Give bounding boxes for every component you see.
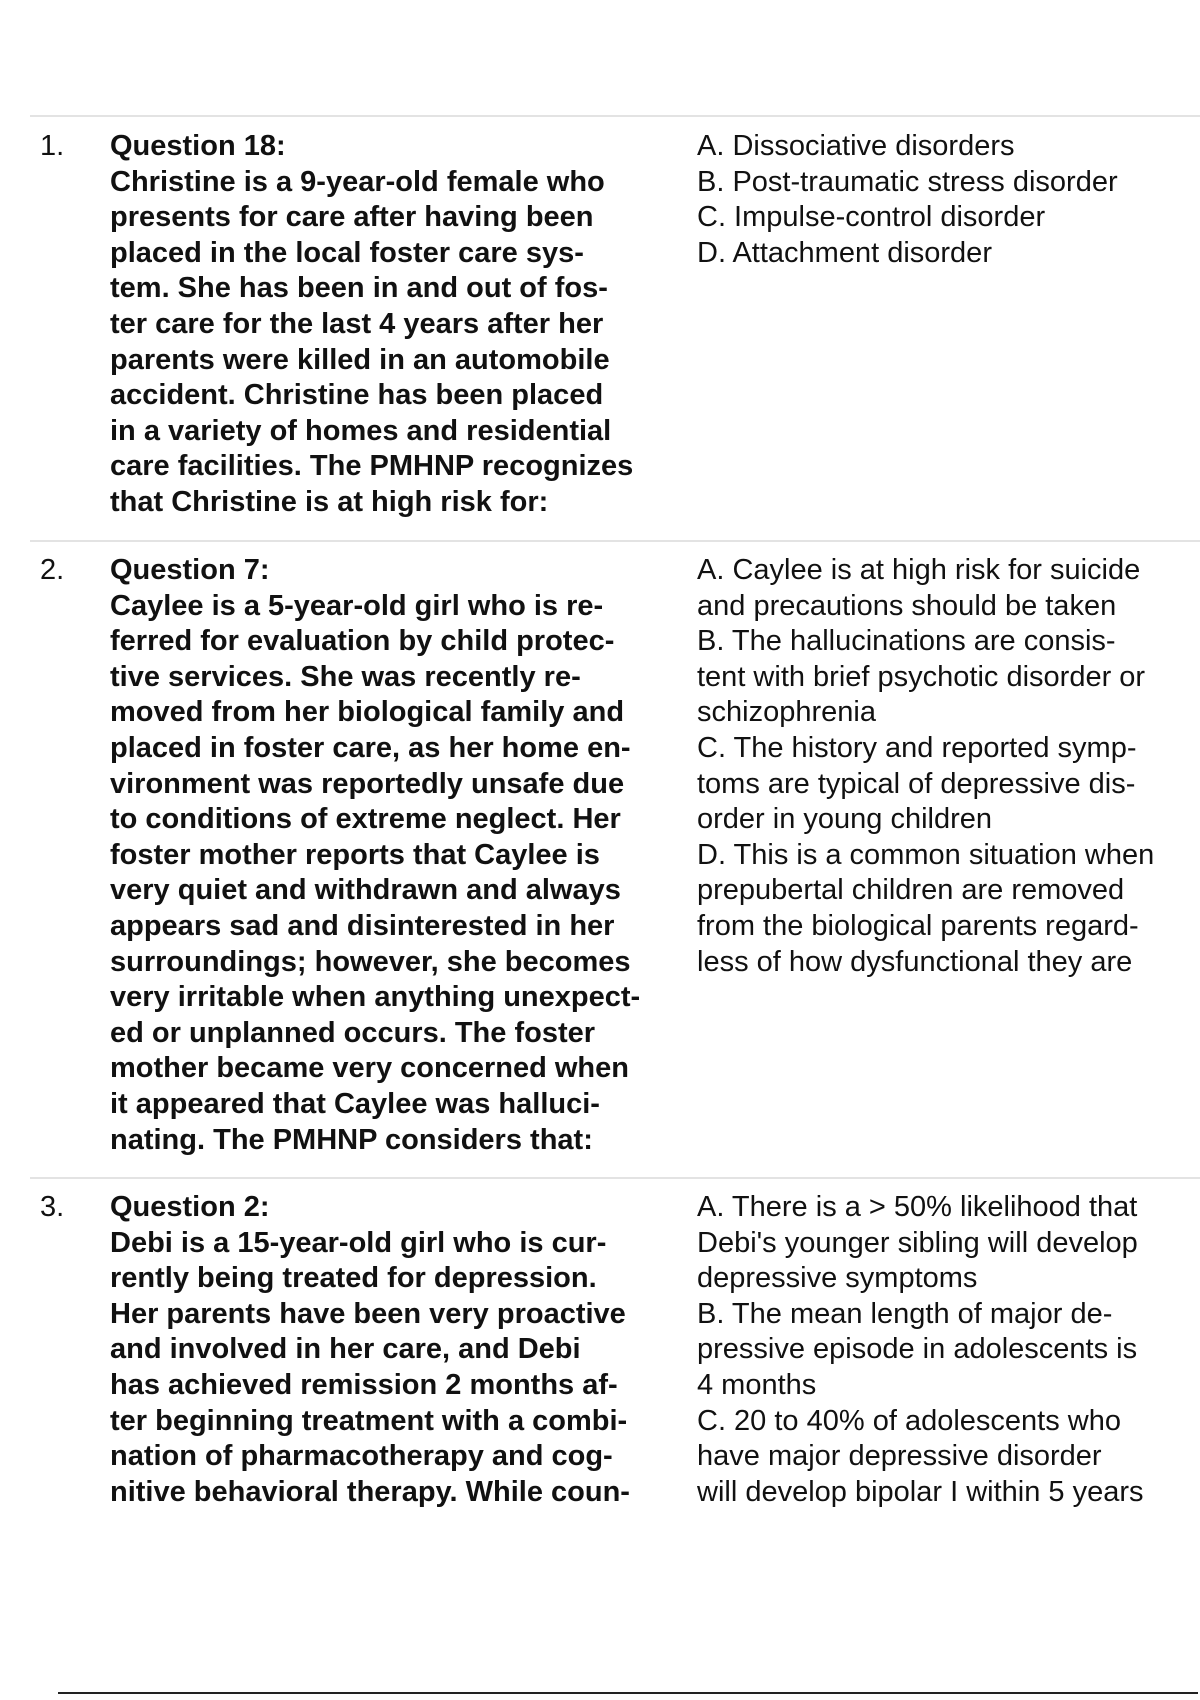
question-title: Question 18:: [110, 130, 286, 162]
stem-line: presents for care after having been: [110, 201, 594, 234]
answer-options: [697, 553, 1197, 980]
answer-line: A. Caylee is at high risk for suicide: [697, 554, 1141, 586]
stem-line: moved from her biological family and: [110, 696, 625, 729]
answer-line: C. 20 to 40% of adolescents who: [697, 1404, 1121, 1437]
stem-line: very irritable when anything unexpect-: [110, 981, 641, 1014]
stem-line: Caylee is a 5-year-old girl who is re-: [110, 589, 604, 622]
stem-line: tem. She has been in and out of fos-: [110, 272, 608, 305]
stem-line: rently being treated for depression.: [110, 1262, 597, 1295]
answer-line: B. The mean length of major de-: [697, 1297, 1113, 1330]
answer-line: prepubertal children are removed: [697, 874, 1125, 907]
stem-line: Christine is a 9-year-old female who: [110, 165, 605, 198]
answer-line: 4 months: [697, 1368, 817, 1401]
answer-line: depressive symptoms: [697, 1262, 978, 1295]
stem-line: surroundings; however, she becomes: [110, 945, 631, 978]
answer-line: B. The hallucinations are consis-: [697, 625, 1116, 658]
answer-line: pressive episode in adolescents is: [697, 1333, 1138, 1366]
footer-rule: [58, 1692, 1198, 1694]
stem-line: to conditions of extreme neglect. Her: [110, 803, 621, 836]
answer-line: C. The history and reported symp-: [697, 731, 1137, 764]
question-number: 1.: [40, 130, 65, 162]
stem-line: that Christine is at high risk for:: [110, 485, 549, 518]
answer-line: will develop bipolar I within 5 years: [697, 1475, 1144, 1508]
stem-line: nitive behavioral therapy. While coun-: [110, 1475, 630, 1508]
answer-line: A. There is a > 50% likelihood that: [697, 1191, 1138, 1223]
stem-line: foster mother reports that Caylee is: [110, 838, 600, 871]
stem-line: ferred for evaluation by child protec-: [110, 625, 615, 658]
answer-options: [697, 129, 1197, 271]
answer-line: order in young children: [697, 803, 993, 836]
answer-line: A. Dissociative disorders: [697, 130, 1015, 162]
stem-line: ed or unplanned occurs. The foster: [110, 1016, 596, 1049]
stem-line: mother became very concerned when: [110, 1052, 629, 1085]
answer-line: schizophrenia: [697, 696, 876, 729]
question-number: 3.: [40, 1191, 65, 1223]
answer-line: and precautions should be taken: [697, 589, 1117, 622]
stem-line: Debi is a 15-year-old girl who is cur-: [110, 1226, 607, 1259]
answer-line: have major depressive disorder: [697, 1440, 1102, 1473]
stem-line: tive services. She was recently re-: [110, 660, 581, 693]
stem-line: appears sad and disinterested in her: [110, 909, 615, 942]
stem-line: in a variety of homes and residential: [110, 414, 612, 447]
stem-line: ter beginning treatment with a combi-: [110, 1404, 628, 1437]
question-number: 2.: [40, 554, 65, 586]
answer-line: toms are typical of depressive dis-: [697, 767, 1136, 800]
answer-line: D. Attachment disorder: [697, 236, 992, 269]
stem-line: accident. Christine has been placed: [110, 379, 604, 412]
stem-line: very quiet and withdrawn and always: [110, 874, 621, 907]
stem-line: it appeared that Caylee was halluci-: [110, 1087, 600, 1120]
stem-line: Her parents have been very proactive: [110, 1297, 626, 1330]
stem-line: care facilities. The PMHNP recognizes: [110, 450, 634, 483]
stem-line: placed in the local foster care sys-: [110, 236, 584, 269]
question-title: Question 2:: [110, 1191, 270, 1223]
answer-line: tent with brief psychotic disorder or: [697, 660, 1146, 693]
row-divider: [30, 115, 1200, 117]
answer-options: [697, 1190, 1197, 1510]
answer-line: less of how dysfunctional they are: [697, 945, 1133, 978]
row-divider: [30, 540, 1200, 542]
answer-line: B. Post-traumatic stress disorder: [697, 165, 1118, 198]
stem-line: parents were killed in an automobile: [110, 343, 610, 376]
stem-line: has achieved remission 2 months af-: [110, 1368, 618, 1401]
stem-line: ter care for the last 4 years after her: [110, 307, 604, 340]
stem-line: placed in foster care, as her home en-: [110, 731, 631, 764]
stem-line: nating. The PMHNP considers that:: [110, 1123, 593, 1156]
answer-line: C. Impulse-control disorder: [697, 201, 1046, 234]
stem-line: nation of pharmacotherapy and cog-: [110, 1440, 613, 1473]
question-stem: [110, 553, 690, 1158]
answer-line: Debi's younger sibling will develop: [697, 1226, 1138, 1259]
answer-line: from the biological parents regard-: [697, 909, 1139, 942]
row-divider: [30, 1177, 1200, 1179]
question-title: Question 7:: [110, 554, 270, 586]
answer-line: D. This is a common situation when: [697, 838, 1155, 871]
stem-line: vironment was reportedly unsafe due: [110, 767, 625, 800]
question-stem: [110, 129, 690, 521]
question-stem: [110, 1190, 690, 1510]
stem-line: and involved in her care, and Debi: [110, 1333, 581, 1366]
